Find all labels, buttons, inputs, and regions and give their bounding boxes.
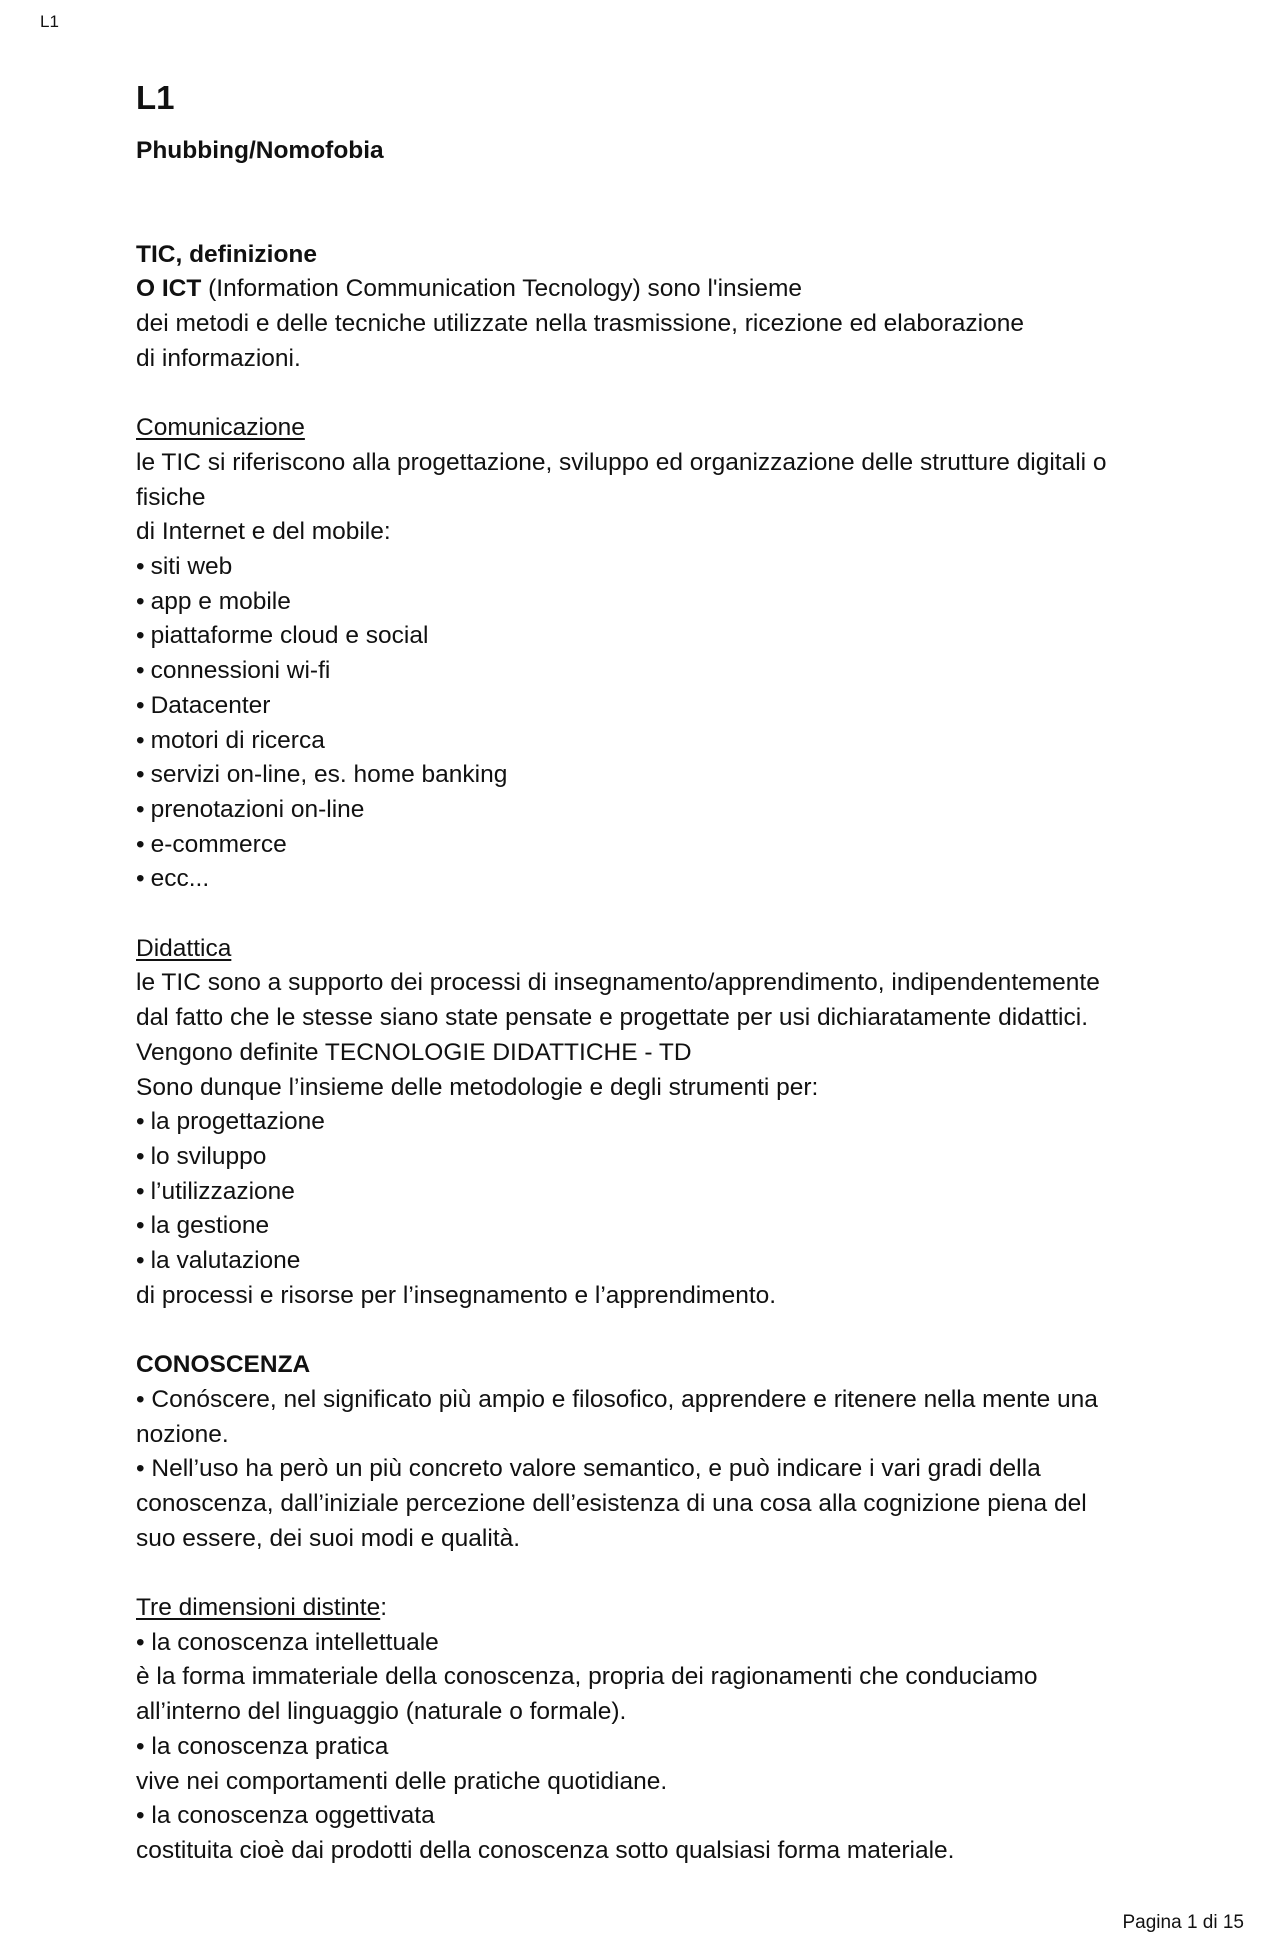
list-item: • e-commerce — [136, 828, 1196, 863]
list-item: • la gestione — [136, 1209, 1196, 1244]
list-item: • app e mobile — [136, 585, 1196, 620]
page-number: Pagina 1 di 15 — [1122, 1912, 1244, 1933]
dimensioni-item-1-line-1: è la forma immateriale della conoscenza, propria dei ragionamenti che conduciamo — [136, 1663, 1038, 1691]
section-heading-dimensioni: Tre dimensioni distinte — [136, 1594, 381, 1622]
list-item: • connessioni wi-fi — [136, 654, 1196, 689]
heading-colon: : — [380, 1594, 388, 1622]
dimensioni-item-3-line-1: costituita cioè dai prodotti della conoscenza sotto qualsiasi forma materiale. — [136, 1836, 955, 1864]
list-item: • ecc... — [136, 862, 1196, 897]
list-item: • Datacenter — [136, 689, 1196, 724]
spacer — [136, 897, 1196, 932]
dimensioni-heading-line — [136, 1591, 1196, 1626]
conoscenza-p2-line-1: • Nell’uso ha però un più concreto valore semantico, e può indicare i vari gradi della — [136, 1455, 1041, 1483]
conoscenza-p1-line-2: nozione. — [136, 1420, 229, 1448]
list-item: • servizi on-line, es. home banking — [136, 758, 1196, 793]
section-comunicazione — [136, 411, 1196, 897]
dimensioni-item-1: • la conoscenza intellettuale — [136, 1628, 439, 1656]
page-content — [136, 74, 1196, 1869]
list-item: • lo sviluppo — [136, 1140, 1196, 1175]
list-item: • la valutazione — [136, 1244, 1196, 1279]
didattica-line-3: Vengono definite TECNOLOGIE DIDATTICHE - TD — [136, 1038, 692, 1066]
section-dimensioni — [136, 1591, 1196, 1869]
list-item: • piattaforme cloud e social — [136, 619, 1196, 654]
spacer — [136, 1313, 1196, 1348]
tic-line-3: di informazioni. — [136, 344, 301, 372]
section-tic — [136, 238, 1196, 377]
section-heading-didattica: Didattica — [136, 934, 232, 962]
comunicazione-line-3: di Internet e del mobile: — [136, 518, 391, 546]
conoscenza-p1-line-1: • Conóscere, nel significato più ampio e filosofico, apprendere e ritenere nella mente una — [136, 1385, 1098, 1413]
didattica-line-2: dal fatto che le stesse siano state pensate e progettate per usi dichiaratamente didattici. — [136, 1004, 1088, 1032]
list-item: • la progettazione — [136, 1105, 1196, 1140]
didattica-line-4: Sono dunque l’insieme delle metodologie e degli strumenti per: — [136, 1073, 819, 1101]
comunicazione-list — [136, 550, 1196, 897]
dimensioni-item-2-line-1: vive nei comportamenti delle pratiche quotidiane. — [136, 1767, 668, 1795]
spacer — [136, 377, 1196, 412]
tic-lead-bold: O ICT — [136, 275, 202, 303]
section-heading-tic: TIC, definizione — [136, 240, 318, 268]
tic-lead-rest: (Information Communication Tecnology) sono l'insieme — [201, 275, 803, 303]
list-item: • l’utilizzazione — [136, 1175, 1196, 1210]
document-title: L1 — [136, 79, 175, 116]
tic-line-2: dei metodi e delle tecniche utilizzate nella trasmissione, ricezione ed elaborazione — [136, 310, 1024, 338]
section-heading-conoscenza: CONOSCENZA — [136, 1351, 311, 1379]
comunicazione-line-2: fisiche — [136, 483, 206, 511]
conoscenza-p2-line-2: conoscenza, dall’iniziale percezione dell’esistenza di una cosa alla cognizione piena del — [136, 1489, 1087, 1517]
dimensioni-item-3: • la conoscenza oggettivata — [136, 1802, 435, 1830]
didattica-line-1: le TIC sono a supporto dei processi di insegnamento/apprendimento, indipendentemente — [136, 969, 1100, 997]
conoscenza-p2-line-3: suo essere, dei suoi modi e qualità. — [136, 1524, 521, 1552]
didattica-list — [136, 1105, 1196, 1279]
spacer — [136, 169, 1196, 238]
spacer — [136, 1556, 1196, 1591]
document-subtitle: Phubbing/Nomofobia — [136, 137, 384, 164]
running-header: L1 — [40, 12, 59, 31]
list-item: • motori di ricerca — [136, 724, 1196, 759]
list-item: • siti web — [136, 550, 1196, 585]
section-heading-comunicazione: Comunicazione — [136, 414, 305, 442]
section-conoscenza — [136, 1348, 1196, 1556]
dimensioni-item-1-line-2: all’interno del linguaggio (naturale o formale). — [136, 1698, 627, 1726]
section-didattica — [136, 932, 1196, 1314]
dimensioni-item-2: • la conoscenza pratica — [136, 1732, 389, 1760]
didattica-closing: di processi e risorse per l’insegnamento e l’apprendimento. — [136, 1281, 777, 1309]
tic-line-1 — [136, 272, 1196, 307]
list-item: • prenotazioni on-line — [136, 793, 1196, 828]
comunicazione-line-1: le TIC si riferiscono alla progettazione, sviluppo ed organizzazione delle strutture digitali o — [136, 448, 1107, 476]
